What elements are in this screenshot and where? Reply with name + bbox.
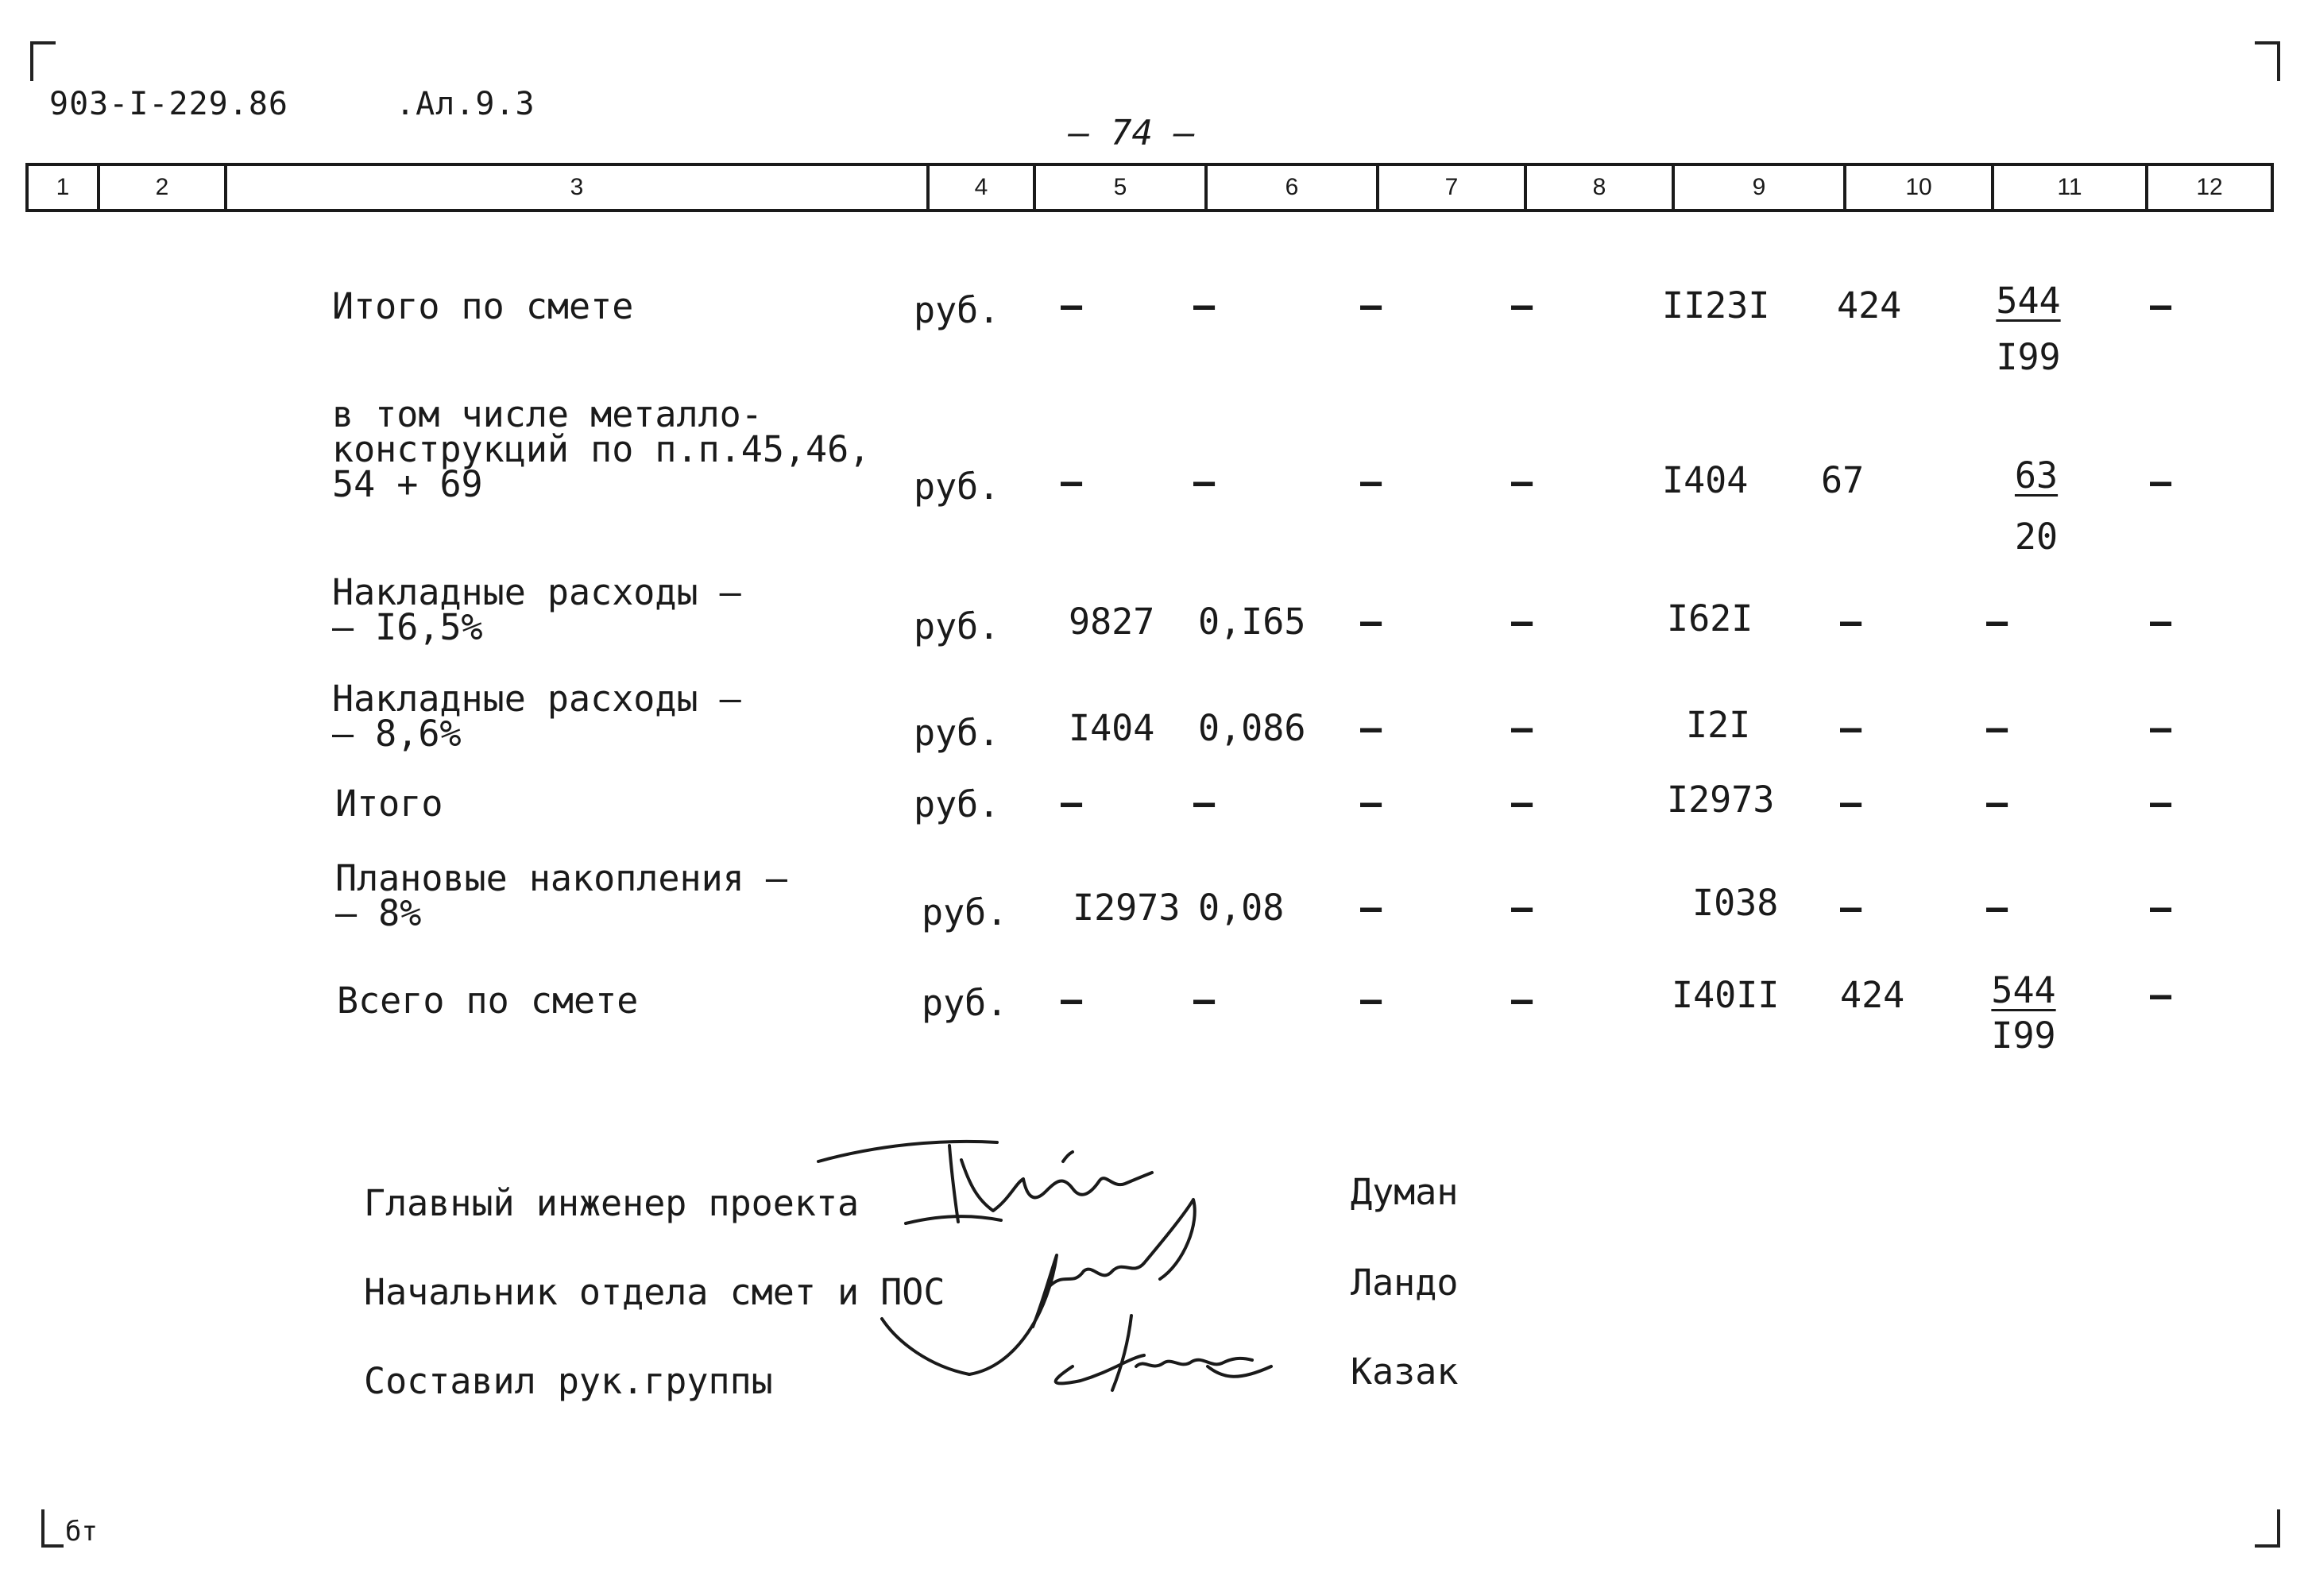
cell-col6: — <box>1193 782 1216 824</box>
cell-col9: II23I <box>1662 284 1770 327</box>
cell-col7: — <box>1360 284 1382 327</box>
fraction-numerator: 63 <box>2014 454 2059 497</box>
album-code: .Ал.9.3 <box>396 86 535 122</box>
column-header: 4 <box>926 166 1033 209</box>
row-name: конструкций по п.п.45,46, <box>332 428 871 470</box>
cell-col9: I2973 <box>1667 779 1775 821</box>
cell-col5: I404 <box>1069 707 1155 749</box>
cell-col10: — <box>1840 601 1862 643</box>
column-header: 7 <box>1376 166 1524 209</box>
cell-col10: 424 <box>1837 284 1902 327</box>
column-header: 11 <box>1991 166 2145 209</box>
cell-col12: — <box>2150 887 2172 929</box>
cell-col5: — <box>1061 461 1083 503</box>
row-name: в том числе металло- <box>332 393 763 435</box>
fraction-numerator: 544 <box>1991 969 2056 1011</box>
column-header: 5 <box>1033 166 1204 209</box>
cell-col11-fraction <box>1972 969 2075 1057</box>
cell-col8: — <box>1511 979 1533 1021</box>
cell-col11: — <box>1986 601 2008 643</box>
cell-col10: — <box>1840 707 1862 749</box>
row-unit: руб. <box>922 891 1008 933</box>
column-header: 12 <box>2145 166 2271 209</box>
column-header: 1 <box>56 174 70 200</box>
cell-col10: — <box>1840 782 1862 824</box>
handwritten-signatures <box>810 1128 1303 1414</box>
cell-col8: — <box>1511 707 1533 749</box>
corner-note: бт <box>65 1516 98 1548</box>
column-header: 6 <box>1204 166 1376 209</box>
cell-col6: 0,086 <box>1198 707 1306 749</box>
row-unit: руб. <box>914 289 1000 331</box>
cell-col6: 0,I65 <box>1198 601 1306 643</box>
column-header: 3 <box>224 166 926 209</box>
row-name: Итого <box>335 783 443 825</box>
cell-col10: 424 <box>1840 974 1905 1016</box>
column-header: 10 <box>1843 166 1991 209</box>
column-header: 9 <box>1672 166 1843 209</box>
row-name: Накладные расходы – <box>332 571 741 613</box>
cell-col11: — <box>1986 887 2008 929</box>
cell-col5: 9827 <box>1069 601 1155 643</box>
cell-col12: — <box>2150 461 2172 503</box>
cell-col9: I62I <box>1667 597 1753 640</box>
row-unit: руб. <box>914 605 1000 647</box>
cell-col7: — <box>1360 707 1382 749</box>
cell-col12: — <box>2150 782 2172 824</box>
row-name: Накладные расходы – <box>332 678 741 720</box>
cell-col12: — <box>2150 974 2172 1016</box>
corner-mark-bottom-right <box>2255 1509 2280 1548</box>
corner-mark-top-left <box>30 41 56 81</box>
row-unit: руб. <box>922 982 1008 1024</box>
cell-col5: — <box>1061 979 1083 1021</box>
cell-col8: — <box>1511 284 1533 327</box>
row-name: Итого по смете <box>332 285 634 327</box>
cell-col8: — <box>1511 461 1533 503</box>
column-header: 8 <box>1524 166 1672 209</box>
row-name: – 8% <box>335 892 422 934</box>
row-name: Всего по смете <box>337 980 639 1022</box>
cell-col6: — <box>1193 979 1216 1021</box>
cell-col9: I038 <box>1692 882 1779 924</box>
column-header-row <box>25 163 2274 212</box>
cell-col8: — <box>1511 887 1533 929</box>
row-name: Плановые накопления – <box>335 857 787 899</box>
cell-col9: I404 <box>1662 459 1749 501</box>
cell-col5: — <box>1061 284 1083 327</box>
cell-col9: I2I <box>1686 704 1751 746</box>
row-unit: руб. <box>914 712 1000 754</box>
fraction-denominator: 20 <box>2014 516 2059 558</box>
cell-col12: — <box>2150 707 2172 749</box>
fraction-denominator: I99 <box>1996 336 2061 378</box>
cell-col5: — <box>1061 782 1083 824</box>
cell-col7: — <box>1360 979 1382 1021</box>
cell-col11: — <box>1986 707 2008 749</box>
row-unit: руб. <box>914 783 1000 825</box>
signature-name: Думан <box>1351 1171 1459 1213</box>
cell-col10: — <box>1840 887 1862 929</box>
cell-col11: — <box>1986 782 2008 824</box>
cell-col7: — <box>1360 887 1382 929</box>
row-name: – 8,6% <box>332 713 462 755</box>
cell-col8: — <box>1511 601 1533 643</box>
cell-col6: — <box>1193 461 1216 503</box>
cell-col11-fraction <box>1985 454 2088 558</box>
cell-col12: — <box>2150 284 2172 327</box>
cell-col7: — <box>1360 601 1382 643</box>
cell-col9: I40II <box>1672 974 1780 1016</box>
cell-col10: 67 <box>1821 459 1865 501</box>
document-code: 903-I-229.86 <box>49 86 288 122</box>
row-name: 54 + 69 <box>332 463 483 505</box>
column-header: 2 <box>97 166 224 209</box>
cell-col7: — <box>1360 782 1382 824</box>
cell-col7: — <box>1360 461 1382 503</box>
fraction-numerator: 544 <box>1996 280 2061 322</box>
cell-col12: — <box>2150 601 2172 643</box>
signature-role: Начальник отдела смет и ПОС <box>364 1271 945 1313</box>
signature-role: Составил рук.группы <box>364 1360 773 1402</box>
page-number: — 74 — <box>1069 113 1195 153</box>
cell-col6: 0,08 <box>1198 887 1285 929</box>
signature-name: Казак <box>1351 1351 1459 1393</box>
cell-col11-fraction <box>1977 280 2080 378</box>
signature-name: Ландо <box>1351 1262 1459 1304</box>
cell-col5: I2973 <box>1073 887 1181 929</box>
fraction-denominator: I99 <box>1991 1014 2056 1057</box>
signature-role: Главный инженер проекта <box>364 1182 860 1224</box>
row-unit: руб. <box>914 466 1000 508</box>
corner-mark-top-right <box>2255 41 2280 81</box>
cell-col8: — <box>1511 782 1533 824</box>
row-name: – I6,5% <box>332 606 483 648</box>
corner-mark-bottom-left <box>41 1509 64 1548</box>
cell-col6: — <box>1193 284 1216 327</box>
